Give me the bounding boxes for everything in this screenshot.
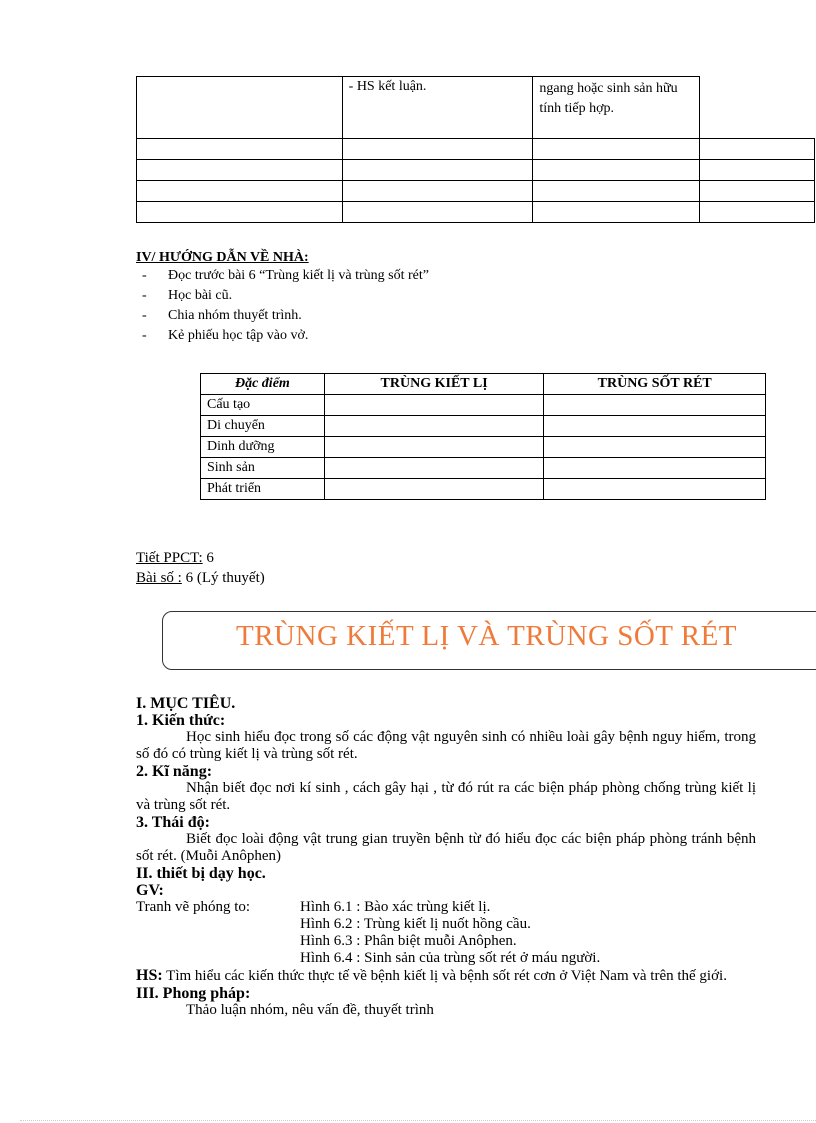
table-header: Đặc điểm: [201, 374, 325, 395]
continuation-table: [136, 76, 815, 223]
table-row-label: Dinh dưỡng: [201, 437, 325, 458]
paragraph: [136, 967, 756, 985]
figure-item: Hình 6.4 : Sinh sản của trùng sốt rét ở máu người.: [300, 950, 601, 966]
hs-text: Tìm hiểu các kiến thức thực tế về bệnh kiết lị và bệnh sốt rét cơn ở Việt Nam và trên thế giới.: [162, 968, 727, 984]
tranh-label: Tranh vẽ phóng to:: [136, 899, 251, 915]
homework-list: [136, 266, 429, 346]
section-heading: 2. Kĩ năng:: [136, 763, 213, 780]
list-item: - Đọc trước bài 6 “Trùng kiết lị và trùng sốt rét”: [142, 268, 429, 283]
homework-section: [136, 250, 429, 346]
paragraph: Học sinh hiểu đọc trong số các động vật nguyên sinh có nhiều loài gây bệnh nguy hiểm, trong số đó có trùng kiết lị và trùng sốt rét.: [136, 729, 756, 762]
paragraph: Biết đọc loài động vật trung gian truyền bệnh từ đó hiểu đọc các biện pháp phòng tránh bệnh sốt rét. (Muỗi Anôphen): [136, 831, 756, 864]
section-heading: I. MỤC TIÊU.: [136, 695, 236, 712]
list-item: - Chia nhóm thuyết trình.: [142, 308, 302, 323]
bai-value: 6 (Lý thuyết): [181, 570, 265, 586]
table-row-label: Di chuyển: [201, 416, 325, 437]
cell: [137, 77, 343, 139]
cell: ngang hoặc sinh sản hữu tính tiếp hợp.: [533, 77, 700, 139]
bai-label: Bài số :: [136, 570, 182, 586]
figure-row: [136, 899, 756, 916]
hs-label: HS:: [136, 967, 163, 984]
section-heading: 3. Thái độ:: [136, 814, 210, 831]
cell: [700, 77, 815, 139]
section-heading: III. Phong pháp:: [136, 985, 251, 1002]
tiet-value: 6: [202, 550, 214, 566]
section-heading: 1. Kiến thức:: [136, 712, 226, 729]
figure-item: Hình 6.1 : Bào xác trùng kiết lị.: [300, 899, 491, 915]
figure-item: Hình 6.3 : Phân biệt muỗi Anôphen.: [300, 933, 517, 949]
lesson-meta: [136, 548, 265, 588]
list-item: - Kẻ phiếu học tập vào vở.: [142, 328, 309, 343]
tiet-label: Tiết PPCT:: [136, 550, 203, 566]
page-edge: [20, 1120, 816, 1121]
lesson-title: TRÙNG KIẾT LỊ VÀ TRÙNG SỐT RÉT: [236, 620, 738, 652]
paragraph: Thảo luận nhóm, nêu vấn đề, thuyết trình: [186, 1002, 434, 1018]
homework-heading: IV/ HƯỚNG DẪN VỀ NHÀ:: [136, 250, 309, 265]
table-row-label: Sinh sản: [201, 458, 325, 479]
figure-item: Hình 6.2 : Trùng kiết lị nuốt hồng cầu.: [300, 916, 531, 932]
comparison-table: [200, 373, 766, 500]
table-header: TRÙNG SỐT RÉT: [544, 374, 766, 395]
table-row-label: Phát triển: [201, 479, 325, 500]
cell: - HS kết luận.: [342, 77, 533, 139]
table-header: TRÙNG KIẾT LỊ: [324, 374, 544, 395]
list-item: - Học bài cũ.: [142, 288, 233, 303]
paragraph: Nhận biết đọc nơi kí sinh , cách gây hại , từ đó rút ra các biện pháp phòng chống trùng kiết lị và trùng sốt rét.: [136, 780, 756, 813]
section-heading: II. thiết bị dạy học.: [136, 865, 266, 882]
gv-label: GV:: [136, 882, 164, 899]
table-row-label: Cấu tạo: [201, 395, 325, 416]
lesson-content: [136, 695, 756, 1019]
